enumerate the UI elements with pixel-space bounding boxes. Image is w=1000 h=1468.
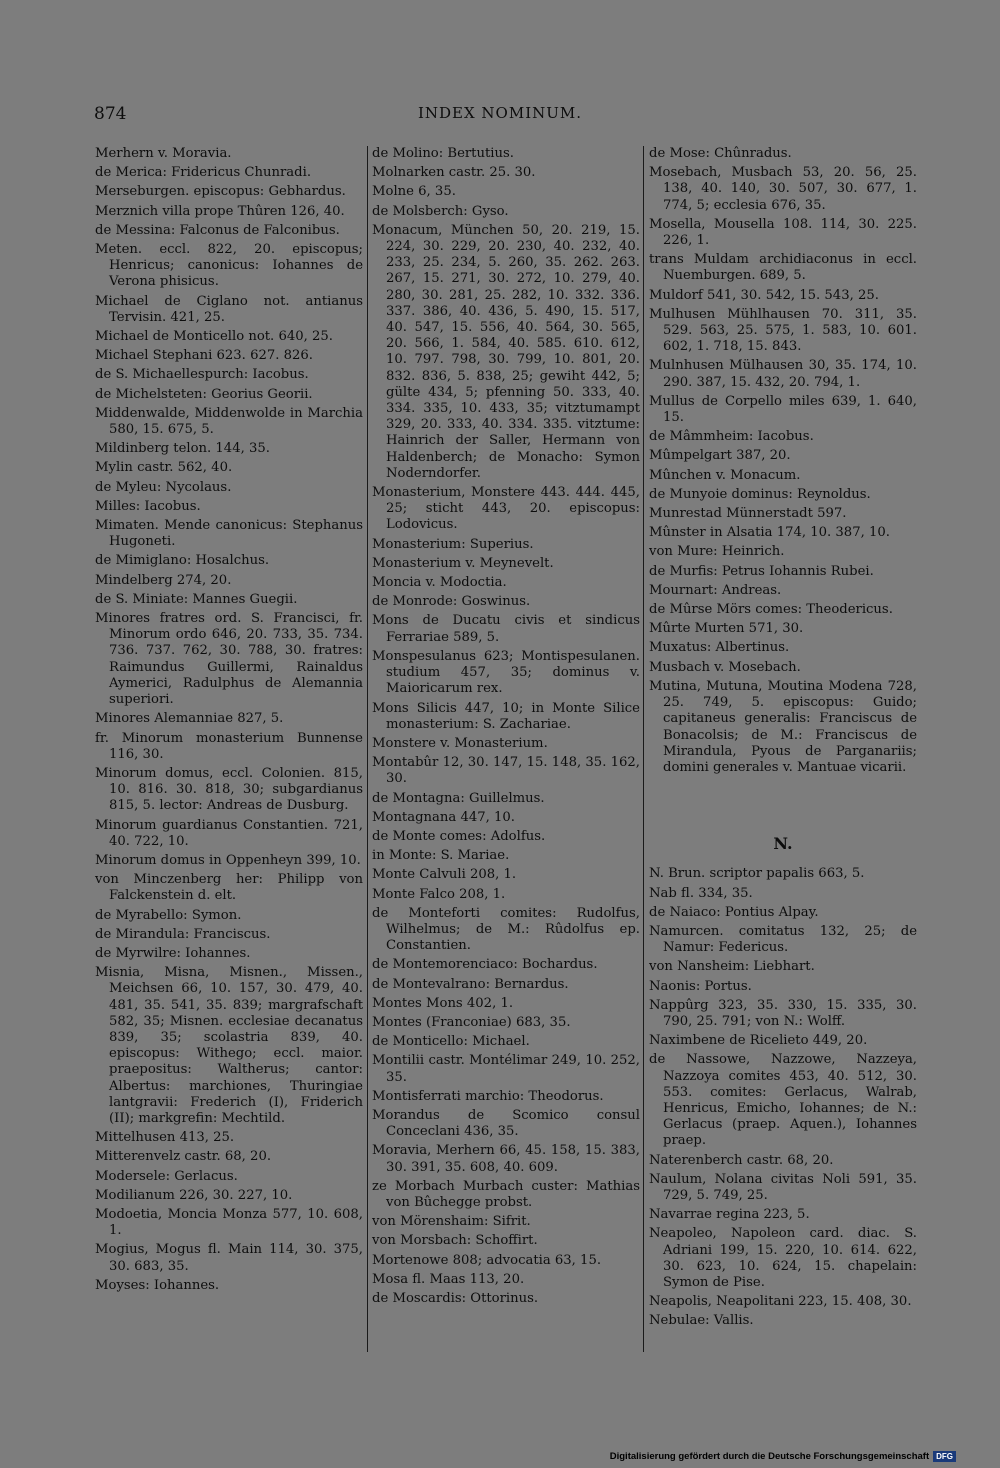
index-entry: Mutina, Mutuna, Moutina Modena 728, 25. 749, 5. episcopus: Guido; capitaneus generalis: Franciscus de Bonacolsis; de M.: Franciscus de Mirandula, Pyous de Parganariis; domini generales v. Mantuae vicarii. (649, 678, 917, 775)
index-entry: Montilii castr. Montélimar 249, 10. 252, 35. (372, 1053, 640, 1085)
index-entry: Merhern v. Moravia. (95, 146, 232, 161)
index-entry: Nab fl. 334, 35. (649, 885, 753, 901)
index-entry: Naonis: Portus. (649, 978, 752, 994)
index-entry: Montabûr 12, 30. 147, 15. 148, 35. 162, 30. (372, 755, 640, 787)
index-entry: de Moscardis: Ottorinus. (372, 1291, 539, 1306)
index-entry: Navarrae regina 223, 5. (649, 1207, 810, 1223)
index-entry: Mournart: Andreas. (649, 582, 782, 598)
index-entry: trans Muldam archidiaconus in eccl. Nuemburgen. 689, 5. (649, 252, 917, 284)
index-entry: de Nassowe, Nazzowe, Nazzeya, Nazzoya comites 453, 40. 512, 30. 553. comites: Gerlacus, Walrab, Henricus, Emicho, Iohannes; de N.: Gerlacus (praep. Aquen.), Iohannes praep. (649, 1052, 917, 1149)
index-entry: Musbach v. Mosebach. (649, 659, 801, 675)
index-entry: de S. Michaellespurch: Iacobus. (95, 367, 309, 383)
index-entry: Mûrte Murten 571, 30. (649, 621, 804, 637)
index-entry: de Merica: Fridericus Chunradi. (95, 165, 312, 181)
index-entry: Michael de Monticello not. 640, 25. (95, 329, 333, 345)
index-entry: de S. Miniate: Mannes Guegii. (95, 591, 298, 607)
index-entry: de Molsberch: Gyso. (372, 203, 509, 219)
index-entry: Molne 6, 35. (372, 184, 456, 200)
index-entry: Mogius, Mogus fl. Main 114, 30. 375, 30. 683, 35. (95, 1242, 363, 1274)
index-entry: ze Morbach Murbach custer: Mathias von Bûchegge probst. (372, 1178, 640, 1210)
index-entry: Mons Silicis 447, 10; in Monte Silice monasterium: S. Zachariae. (372, 700, 640, 732)
index-entry: Minorum guardianus Constantien. 721, 40. 722, 10. (95, 817, 363, 849)
index-entry: de Munyoie dominus: Reynoldus. (649, 486, 871, 502)
index-entry: Monasterium: Superius. (372, 536, 534, 552)
index-entry: Monasterium, Monstere 443. 444. 445, 25; sticht 443, 20. episcopus: Lodovicus. (372, 485, 640, 533)
index-entry: Mittelhusen 413, 25. (95, 1130, 235, 1146)
index-entry: Mildinberg telon. 144, 35. (95, 441, 270, 457)
index-entry: Montagnana 447, 10. (372, 809, 515, 825)
index-entry: Merseburgen. episcopus: Gebhardus. (95, 184, 346, 200)
index-entry: Neapoleo, Napoleon card. diac. S. Adriani 199, 15. 220, 10. 614. 622, 30. 623, 10. 624, 15. chapelain: Symon de Pise. (649, 1226, 917, 1290)
index-entry: Mimaten. Mende canonicus: Stephanus Hugoneti. (95, 518, 363, 550)
column-divider-1 (367, 146, 368, 1352)
index-entry: Minorum domus, eccl. Colonien. 815, 10. 816. 30. 818, 30; subgardianus 815, 5. lector: Andreas de Dusburg. (95, 765, 363, 814)
index-entry: Modersele: Gerlacus. (95, 1168, 238, 1184)
index-entry: fr. Minorum monasterium Bunnense 116, 30. (95, 730, 363, 762)
index-entry: in Monte: S. Mariae. (372, 848, 510, 864)
index-entry: Mons de Ducatu civis et sindicus Ferrariae 589, 5. (372, 613, 640, 645)
index-entry: de Myrwilre: Iohannes. (95, 945, 251, 961)
index-entry: Montes (Franconiae) 683, 35. (372, 1014, 571, 1030)
index-entry: Moncia v. Modoctia. (372, 575, 507, 591)
index-entry: de Murfis: Petrus Iohannis Rubei. (649, 563, 874, 579)
index-entry: Mylin castr. 562, 40. (95, 460, 233, 476)
index-entry: Misnia, Misna, Misnen., Missen., Meichsen 66, 10. 157, 30. 479, 40. 481, 35. 541, 35. 839; margrafschaft 582, 35; Misnen. ecclesiae decanatus 839, 35; scolastria 839, 40. episcopus: Withego; eccl. maior. praepositus: Waltherus; cantor: Albertus: marchiones, Thuringiae lantgravii: Frederich (I), Friderich (II); markgrefin: Mechtild. (95, 965, 363, 1126)
index-entry: de Naiaco: Pontius Alpay. (649, 904, 819, 920)
index-entry: Mitterenvelz castr. 68, 20. (95, 1149, 272, 1165)
index-entry: de Messina: Falconus de Falconibus. (95, 222, 340, 238)
index-entry: Mindelberg 274, 20. (95, 572, 232, 588)
index-column-1 (95, 146, 363, 1297)
index-entry: de Mose: Chûnradus. (649, 146, 792, 161)
index-entry: Mortenowe 808; advocatia 63, 15. (372, 1252, 602, 1268)
index-entry: von Morsbach: Schoffirt. (372, 1233, 538, 1249)
index-entry: Milles: Iacobus. (95, 498, 201, 514)
index-column-3 (649, 146, 917, 1333)
index-column-3-m-entries (649, 146, 917, 776)
index-entry: Montes Mons 402, 1. (372, 995, 514, 1011)
index-column-3-n-entries (649, 866, 917, 1329)
index-entry: de Monrode: Goswinus. (372, 594, 531, 610)
index-entry: Nappûrg 323, 35. 330, 15. 335, 30. 790, 25. 791; von N.: Wolff. (649, 997, 917, 1029)
index-entry: Monte Calvuli 208, 1. (372, 867, 517, 883)
index-entry: de Mirandula: Franciscus. (95, 926, 271, 942)
column-divider-2 (643, 146, 644, 1352)
index-entry: Moravia, Merhern 66, 45. 158, 15. 383, 30. 391, 35. 608, 40. 609. (372, 1143, 640, 1175)
index-entry: Mosella, Mousella 108. 114, 30. 225. 226, 1. (649, 216, 917, 249)
index-entry: de Monte comes: Adolfus. (372, 828, 546, 844)
index-entry: Naulum, Nolana civitas Noli 591, 35. 729, 5. 749, 25. (649, 1171, 917, 1203)
index-entry: de Montevalrano: Bernardus. (372, 976, 569, 992)
index-entry: Molnarken castr. 25. 30. (372, 165, 536, 181)
index-entry: Middenwalde, Middenwolde in Marchia 580, 15. 675, 5. (95, 405, 363, 438)
index-entry: Modoetia, Moncia Monza 577, 10. 608, 1. (95, 1206, 363, 1239)
section-heading-n: N. (773, 834, 793, 854)
index-entry: von Nansheim: Liebhart. (649, 959, 815, 975)
index-entry: Monspesulanus 623; Montispesulanen. studium 457, 35; dominus v. Maioricarum rex. (372, 648, 640, 697)
index-entry: Meten. eccl. 822, 20. episcopus; Henricus; canonicus: Iohannes de Verona phisicus. (95, 242, 363, 290)
index-entry: de Monteforti comites: Rudolfus, Wilhelmus; de M.: Rûdolfus ep. Constantien. (372, 905, 640, 954)
index-entry: de Molino: Bertutius. (372, 146, 514, 161)
index-entry: Muldorf 541, 30. 542, 15. 543, 25. (649, 287, 879, 303)
index-column-2 (372, 146, 640, 1310)
index-entry: Moyses: Iohannes. (95, 1277, 220, 1293)
index-entry: Monasterium v. Meynevelt. (372, 555, 554, 571)
index-entry: de Montagna: Guillelmus. (372, 790, 545, 806)
index-entry: von Minczenberg her: Philipp von Falckenstein d. elt. (95, 872, 363, 904)
index-entry: Namurcen. comitatus 132, 25; de Namur: Federicus. (649, 923, 917, 956)
index-entry: de Monticello: Michael. (372, 1034, 530, 1050)
index-entry: Modilianum 226, 30. 227, 10. (95, 1187, 293, 1203)
index-entry: Mulhusen Mühlhausen 70. 311, 35. 529. 563, 25. 575, 1. 583, 10. 601. 602, 1. 718, 15. 843. (649, 306, 917, 355)
footer-credit (610, 1451, 956, 1462)
index-entry: Mullus de Corpello miles 639, 1. 640, 15. (649, 393, 917, 426)
index-entry: de Myrabello: Symon. (95, 907, 242, 923)
index-entry: Mûnchen v. Monacum. (649, 467, 801, 483)
index-entry: Montisferrati marchio: Theodorus. (372, 1088, 604, 1104)
index-entry: de Mâmmheim: Iacobus. (649, 429, 814, 445)
index-entry: von Mure: Heinrich. (649, 544, 785, 560)
page-number: 874 (94, 104, 127, 124)
index-entry: Minorum domus in Oppenheyn 399, 10. (95, 852, 361, 868)
index-entry: Mosa fl. Maas 113, 20. (372, 1271, 525, 1287)
index-entry: Monacum, München 50, 20. 219, 15. 224, 30. 229, 20. 230, 40. 232, 40. 233, 25. 234, 5. 260, 35. 262. 263. 267, 15. 271, 30. 272, 10. 279, 40. 280, 30. 281, 25. 282, 10. 332. 336. 337. 386, 40. 436, 5. 490, 15. 517, 40. 547, 15. 556, 40. 564, 30. 565, 20. 566, 1. 584, 40. 585. 610. 612, 10. 797. 798, 30. 799, 10. 801, 20. 832. 836, 5. 838, 25; gewiht 442, 5; gülte 434, 5; pfenning 50. 333, 40. 334. 335, 10. 433, 35; vitztumampt 329, 20. 333, 40. 334. 335. vitztume: Hainrich der Saller, Hermann von Haldenberch; de Monacho: Symon Noderndorfer. (372, 222, 640, 481)
index-entry: de Mimiglano: Hosalchus. (95, 553, 270, 569)
footer-text: Digitalisierung gefördert durch die Deutsche Forschungsgemeinschaft (609, 1451, 930, 1462)
index-entry: Minores fratres ord. S. Francisci, fr. Minorum ordo 646, 20. 733, 35. 734. 736. 737. 762, 30. 788, 30. fratres: Raimundus Guillermi, Rainaldus Aymerici, Radulphus de Alemannia superiori. (95, 611, 363, 708)
index-entry: Monte Falco 208, 1. (372, 886, 506, 902)
index-entry: von Mörenshaim: Sifrit. (372, 1214, 531, 1230)
running-head: INDEX NOMINUM. (417, 104, 583, 122)
index-entry: Neapolis, Neapolitani 223, 15. 408, 30. (649, 1294, 912, 1310)
index-entry: Michael Stephani 623. 627. 826. (95, 348, 313, 364)
index-entry: N. Brun. scriptor papalis 663, 5. (649, 866, 865, 882)
index-entry: de Michelsteten: Georius Georii. (95, 386, 313, 402)
index-entry: de Montemorenciaco: Bochardus. (372, 957, 598, 973)
index-entry: Naterenberch castr. 68, 20. (649, 1152, 834, 1168)
index-entry: Michael de Ciglano not. antianus Tervisin. 421, 25. (95, 293, 363, 325)
index-entry: Nebulae: Vallis. (649, 1313, 754, 1329)
index-entry: Munrestad Münnerstadt 597. (649, 506, 847, 522)
index-entry: de Mûrse Mörs comes: Theodericus. (649, 602, 893, 618)
index-entry: Merznich villa prope Thûren 126, 40. (95, 203, 345, 219)
index-entry: Minores Alemanniae 827, 5. (95, 711, 284, 727)
dfg-logo: DFG (933, 1451, 956, 1462)
index-entry: Morandus de Scomico consul Conceclani 436, 35. (372, 1107, 640, 1140)
index-entry: de Myleu: Nycolaus. (95, 479, 232, 495)
index-entry: Monstere v. Monasterium. (372, 735, 548, 751)
index-entry: Mulnhusen Mülhausen 30, 35. 174, 10. 290. 387, 15. 432, 20. 794, 1. (649, 358, 917, 390)
index-entry: Mûmpelgart 387, 20. (649, 448, 791, 464)
index-entry: Muxatus: Albertinus. (649, 640, 790, 656)
index-entry: Mosebach, Musbach 53, 20. 56, 25. 138, 40. 140, 30. 507, 30. 677, 1. 774, 5; ecclesia 676, 35. (649, 165, 917, 213)
index-entry: Naximbene de Ricelieto 449, 20. (649, 1033, 868, 1049)
index-entry: Mûnster in Alsatia 174, 10. 387, 10. (649, 525, 890, 541)
